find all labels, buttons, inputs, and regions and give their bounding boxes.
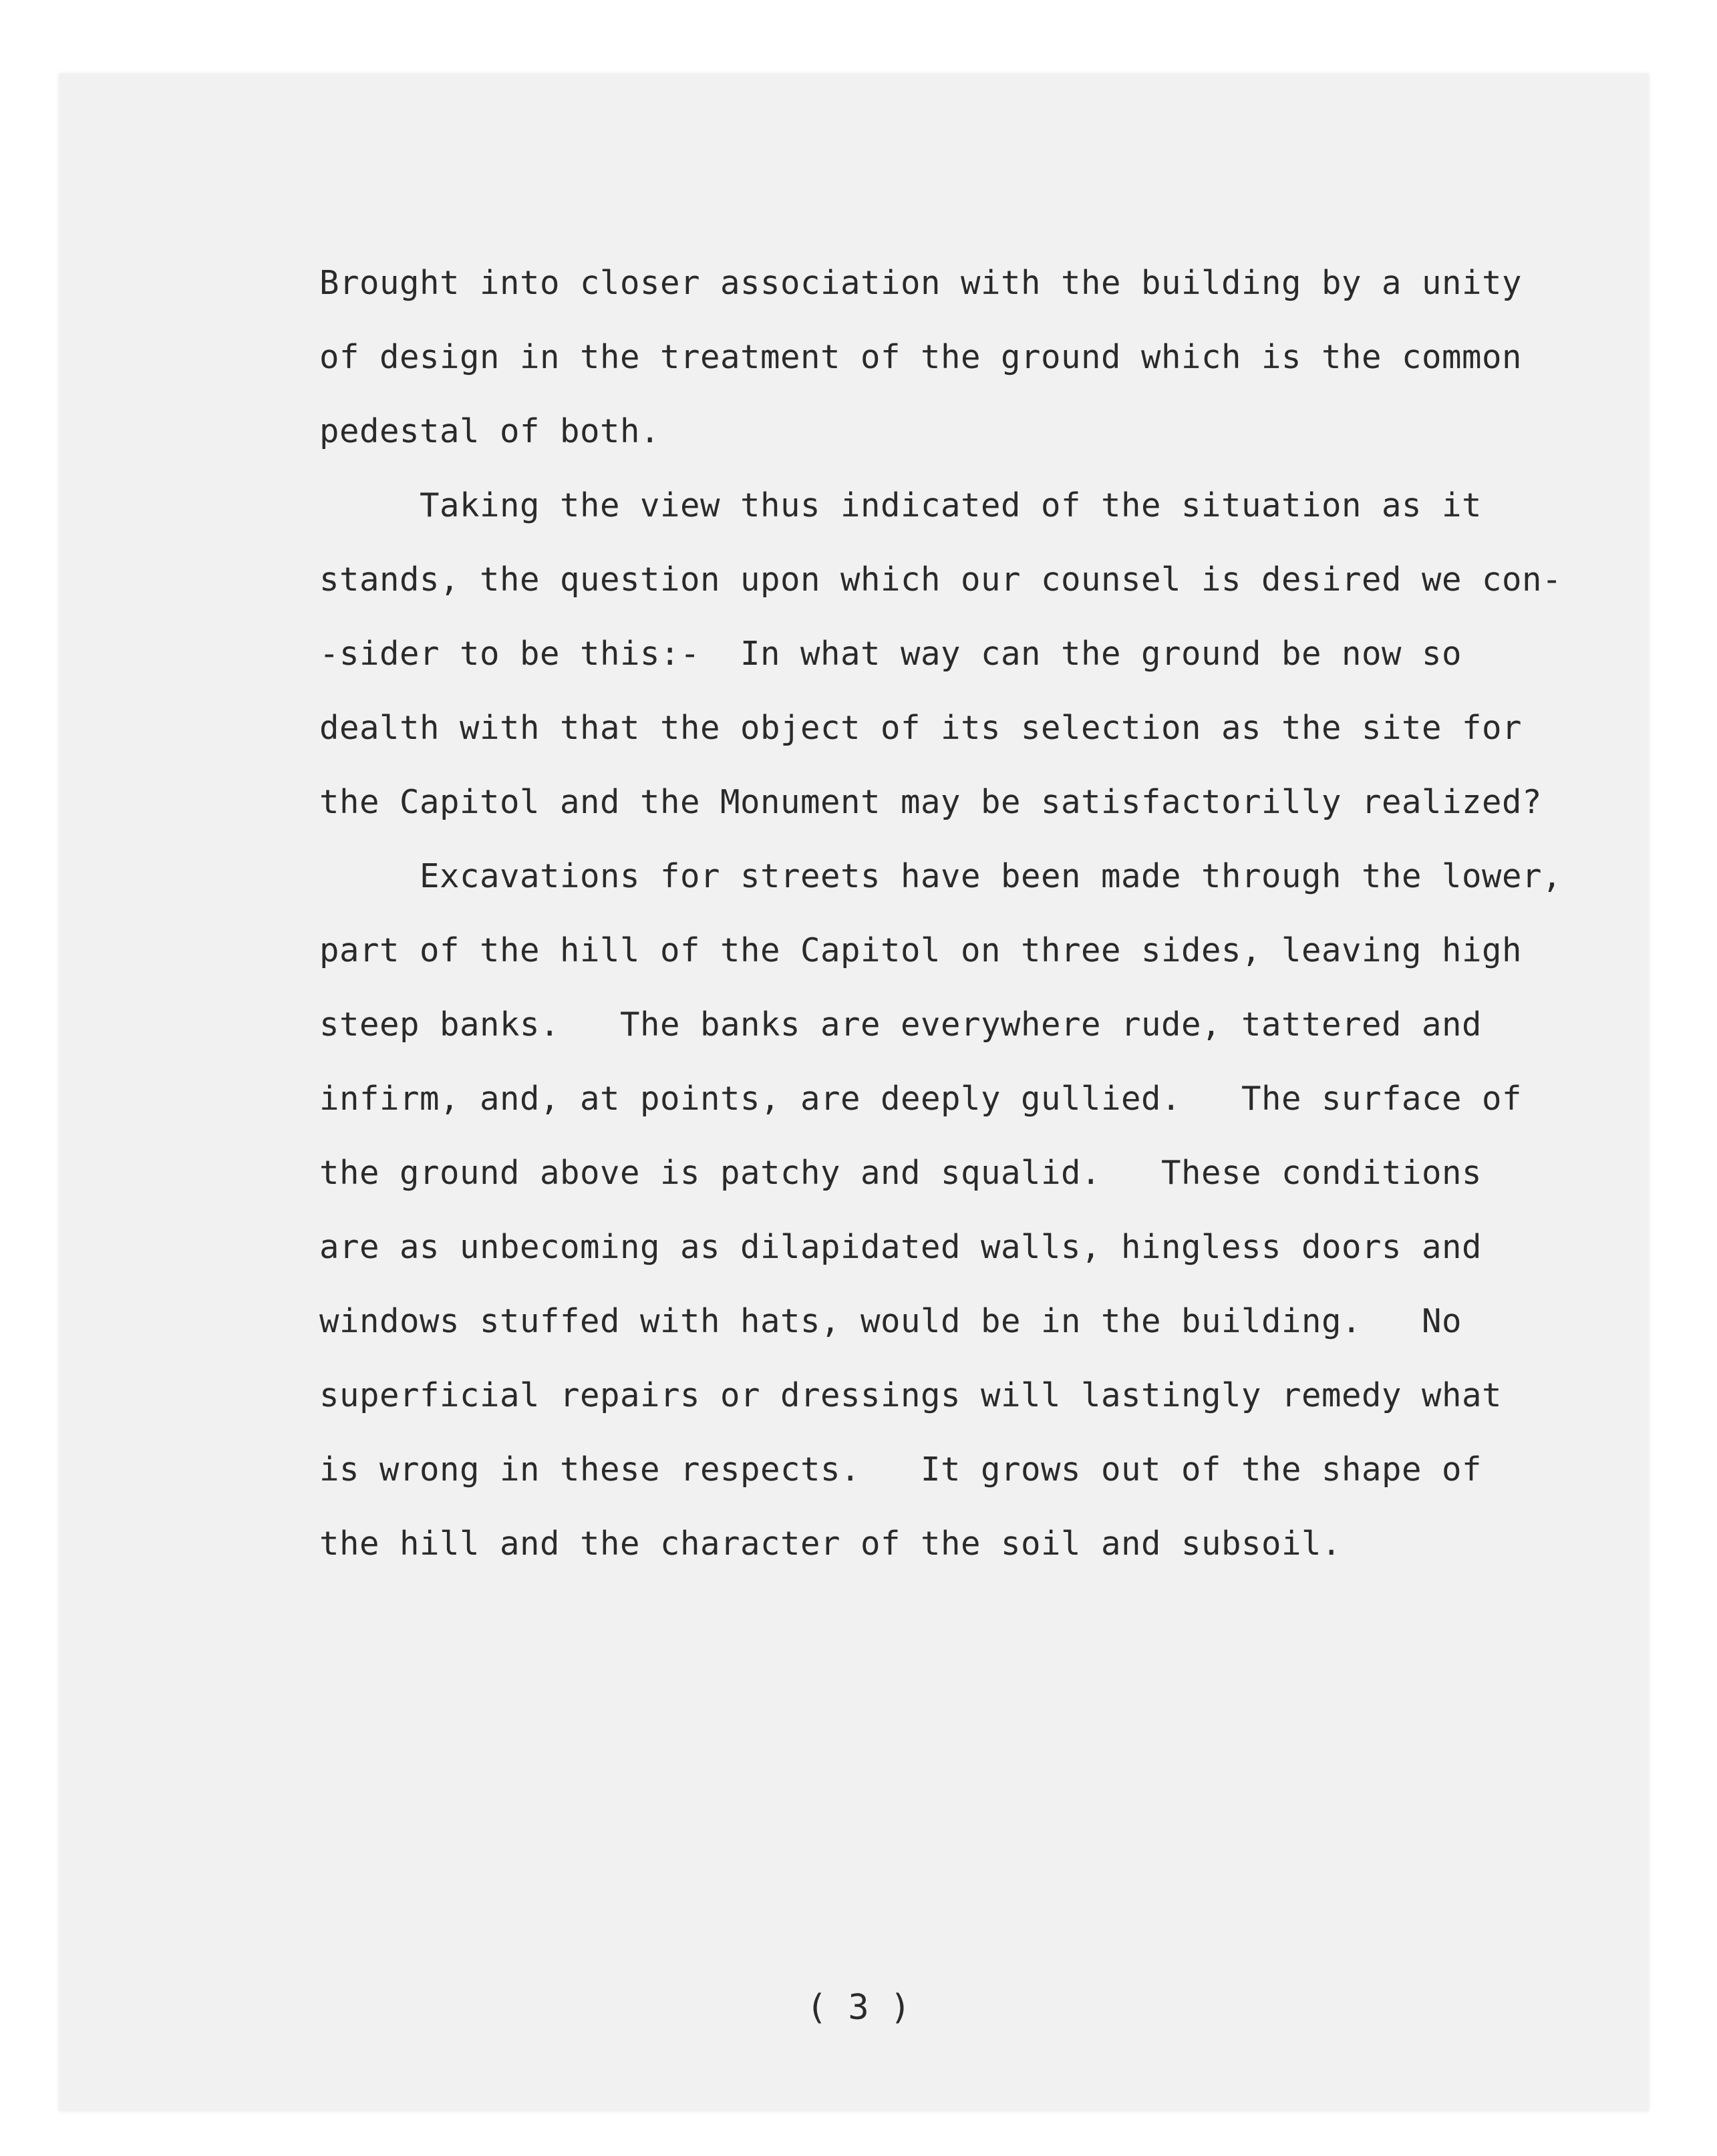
text-line: Excavations for streets have been made through the lower,	[319, 857, 1563, 895]
text-line: pedestal of both.	[319, 412, 661, 450]
text-line: the Capitol and the Monument may be satisfactorilly realized?	[319, 783, 1543, 821]
text-line: stands, the question upon which our counsel is desired we con-	[319, 561, 1563, 599]
text-line: part of the hill of the Capitol on three sides, leaving high	[319, 931, 1523, 969]
text-line: -sider to be this:- In what way can the ground be now so	[319, 635, 1462, 673]
text-line: steep banks. The banks are everywhere rude, tattered and	[319, 1006, 1482, 1044]
text-line: is wrong in these respects. It grows out of the shape of	[319, 1450, 1482, 1489]
text-line: the hill and the character of the soil and subsoil.	[319, 1525, 1342, 1563]
page-number: ( 3 )	[806, 1988, 911, 2028]
document-body	[319, 246, 1562, 1581]
text-line: Taking the view thus indicated of the situation as it	[319, 486, 1482, 524]
text-line: windows stuffed with hats, would be in the building. No	[319, 1302, 1462, 1340]
text-line: superficial repairs or dressings will lastingly remedy what	[319, 1376, 1503, 1414]
text-line: are as unbecoming as dilapidated walls, hingless doors and	[319, 1228, 1482, 1266]
text-line: Brought into closer association with the building by a unity	[319, 264, 1523, 302]
text-line: dealth with that the object of its selection as the site for	[319, 709, 1523, 747]
text-line: infirm, and, at points, are deeply gullied. The surface of	[319, 1080, 1523, 1118]
text-line: of design in the treatment of the ground which is the common	[319, 338, 1523, 376]
text-line: the ground above is patchy and squalid. These conditions	[319, 1154, 1482, 1192]
